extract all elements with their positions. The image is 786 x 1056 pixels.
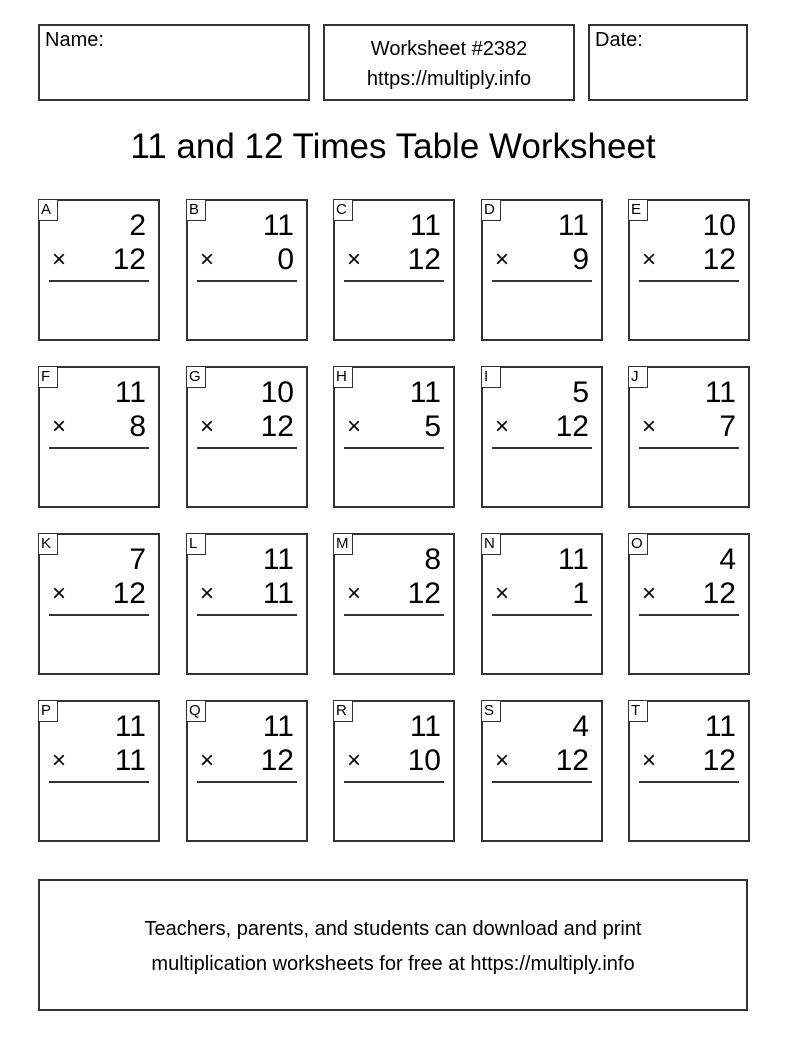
answer-line	[639, 781, 739, 783]
answer-line	[344, 614, 444, 616]
problem-label: H	[333, 366, 353, 388]
multiplier: 8	[129, 410, 146, 443]
multiplier: 12	[260, 410, 294, 443]
problem-card[interactable]	[186, 533, 308, 675]
answer-line	[197, 614, 297, 616]
answer-line	[197, 447, 297, 449]
problem-label: R	[333, 700, 353, 722]
times-icon: ×	[642, 580, 657, 607]
problem-label: C	[333, 199, 353, 221]
times-icon: ×	[347, 413, 362, 440]
page-title: 11 and 12 Times Table Worksheet	[130, 127, 656, 166]
times-icon: ×	[200, 413, 215, 440]
problem-label: Q	[186, 700, 206, 722]
problem-label: F	[38, 366, 58, 388]
worksheet-url: https://multiply.info	[366, 68, 532, 90]
times-icon: ×	[52, 747, 67, 774]
multiplier: 12	[702, 243, 736, 276]
times-icon: ×	[495, 413, 510, 440]
times-icon: ×	[642, 747, 657, 774]
multiplier: 11	[262, 577, 294, 610]
date-field[interactable]	[588, 24, 748, 101]
problem-label: J	[628, 366, 648, 388]
problem-label: M	[333, 533, 353, 555]
times-icon: ×	[200, 246, 215, 273]
multiplicand: 11	[409, 376, 441, 409]
name-field[interactable]	[38, 24, 310, 101]
answer-line	[639, 614, 739, 616]
times-icon: ×	[347, 747, 362, 774]
answer-line	[197, 280, 297, 282]
multiplier: 9	[572, 243, 589, 276]
multiplicand: 5	[572, 376, 589, 409]
problem-label: N	[481, 533, 501, 555]
footer-note	[38, 879, 748, 1011]
problem-card[interactable]	[38, 700, 160, 842]
times-icon: ×	[200, 580, 215, 607]
multiplier: 12	[112, 243, 146, 276]
problem-label: A	[38, 199, 58, 221]
problem-card[interactable]	[333, 366, 455, 508]
times-icon: ×	[347, 580, 362, 607]
times-icon: ×	[495, 246, 510, 273]
multiplier: 0	[277, 243, 294, 276]
answer-line	[49, 781, 149, 783]
multiplicand: 11	[557, 209, 589, 242]
answer-line	[639, 447, 739, 449]
multiplicand: 7	[129, 543, 146, 576]
footer-line-2: multiplication worksheets for free at https://multiply.info	[151, 953, 635, 975]
problem-card[interactable]	[481, 533, 603, 675]
problem-card[interactable]	[186, 199, 308, 341]
problem-card[interactable]	[186, 700, 308, 842]
times-icon: ×	[495, 747, 510, 774]
problem-label: P	[38, 700, 58, 722]
problem-card[interactable]	[333, 700, 455, 842]
answer-line	[49, 447, 149, 449]
times-icon: ×	[200, 747, 215, 774]
multiplicand: 11	[262, 209, 294, 242]
problem-card[interactable]	[481, 199, 603, 341]
problem-label: G	[186, 366, 206, 388]
answer-line	[492, 280, 592, 282]
problem-card[interactable]	[333, 533, 455, 675]
problem-label: I	[481, 366, 501, 388]
multiplier: 10	[407, 744, 441, 777]
multiplier: 11	[114, 744, 146, 777]
multiplicand: 11	[262, 710, 294, 743]
problem-card[interactable]	[333, 199, 455, 341]
multiplier: 12	[702, 744, 736, 777]
problem-card[interactable]	[38, 366, 160, 508]
multiplicand: 11	[704, 376, 736, 409]
multiplicand: 2	[129, 209, 146, 242]
multiplier: 12	[702, 577, 736, 610]
multiplicand: 11	[409, 209, 441, 242]
problem-label: D	[481, 199, 501, 221]
name-label: Name:	[45, 29, 104, 51]
answer-line	[344, 447, 444, 449]
footer-line-1: Teachers, parents, and students can download and print	[144, 918, 642, 940]
multiplicand: 8	[424, 543, 441, 576]
problem-card[interactable]	[481, 700, 603, 842]
problem-label: T	[628, 700, 648, 722]
multiplicand: 11	[114, 376, 146, 409]
problem-card[interactable]	[38, 199, 160, 341]
problem-card[interactable]	[481, 366, 603, 508]
multiplicand: 11	[262, 543, 294, 576]
worksheet-info-box	[323, 24, 575, 101]
problem-card[interactable]	[628, 366, 750, 508]
multiplier: 12	[407, 577, 441, 610]
multiplicand: 11	[557, 543, 589, 576]
multiplicand: 10	[702, 209, 736, 242]
problem-card[interactable]	[628, 533, 750, 675]
multiplicand: 11	[114, 710, 146, 743]
multiplicand: 10	[260, 376, 294, 409]
multiplicand: 4	[719, 543, 736, 576]
problem-card[interactable]	[628, 199, 750, 341]
multiplier: 7	[719, 410, 736, 443]
times-icon: ×	[52, 246, 67, 273]
answer-line	[492, 447, 592, 449]
problem-card[interactable]	[186, 366, 308, 508]
multiplier: 12	[260, 744, 294, 777]
times-icon: ×	[52, 580, 67, 607]
times-icon: ×	[642, 246, 657, 273]
multiplicand: 11	[409, 710, 441, 743]
multiplier: 12	[555, 744, 589, 777]
problem-label: O	[628, 533, 648, 555]
problem-card[interactable]	[38, 533, 160, 675]
multiplicand: 11	[704, 710, 736, 743]
times-icon: ×	[52, 413, 67, 440]
multiplier: 12	[407, 243, 441, 276]
problem-label: E	[628, 199, 648, 221]
problem-label: K	[38, 533, 58, 555]
answer-line	[344, 280, 444, 282]
answer-line	[49, 614, 149, 616]
problem-card[interactable]	[628, 700, 750, 842]
worksheet-number: Worksheet #2382	[370, 38, 528, 60]
problem-label: S	[481, 700, 501, 722]
problem-label: B	[186, 199, 206, 221]
problem-label: L	[186, 533, 206, 555]
multiplier: 1	[572, 577, 589, 610]
answer-line	[492, 781, 592, 783]
multiplier: 12	[555, 410, 589, 443]
answer-line	[344, 781, 444, 783]
times-icon: ×	[495, 580, 510, 607]
times-icon: ×	[347, 246, 362, 273]
times-icon: ×	[642, 413, 657, 440]
answer-line	[492, 614, 592, 616]
multiplier: 5	[424, 410, 441, 443]
multiplicand: 4	[572, 710, 589, 743]
answer-line	[197, 781, 297, 783]
answer-line	[639, 280, 739, 282]
answer-line	[49, 280, 149, 282]
date-label: Date:	[595, 29, 643, 51]
multiplier: 12	[112, 577, 146, 610]
